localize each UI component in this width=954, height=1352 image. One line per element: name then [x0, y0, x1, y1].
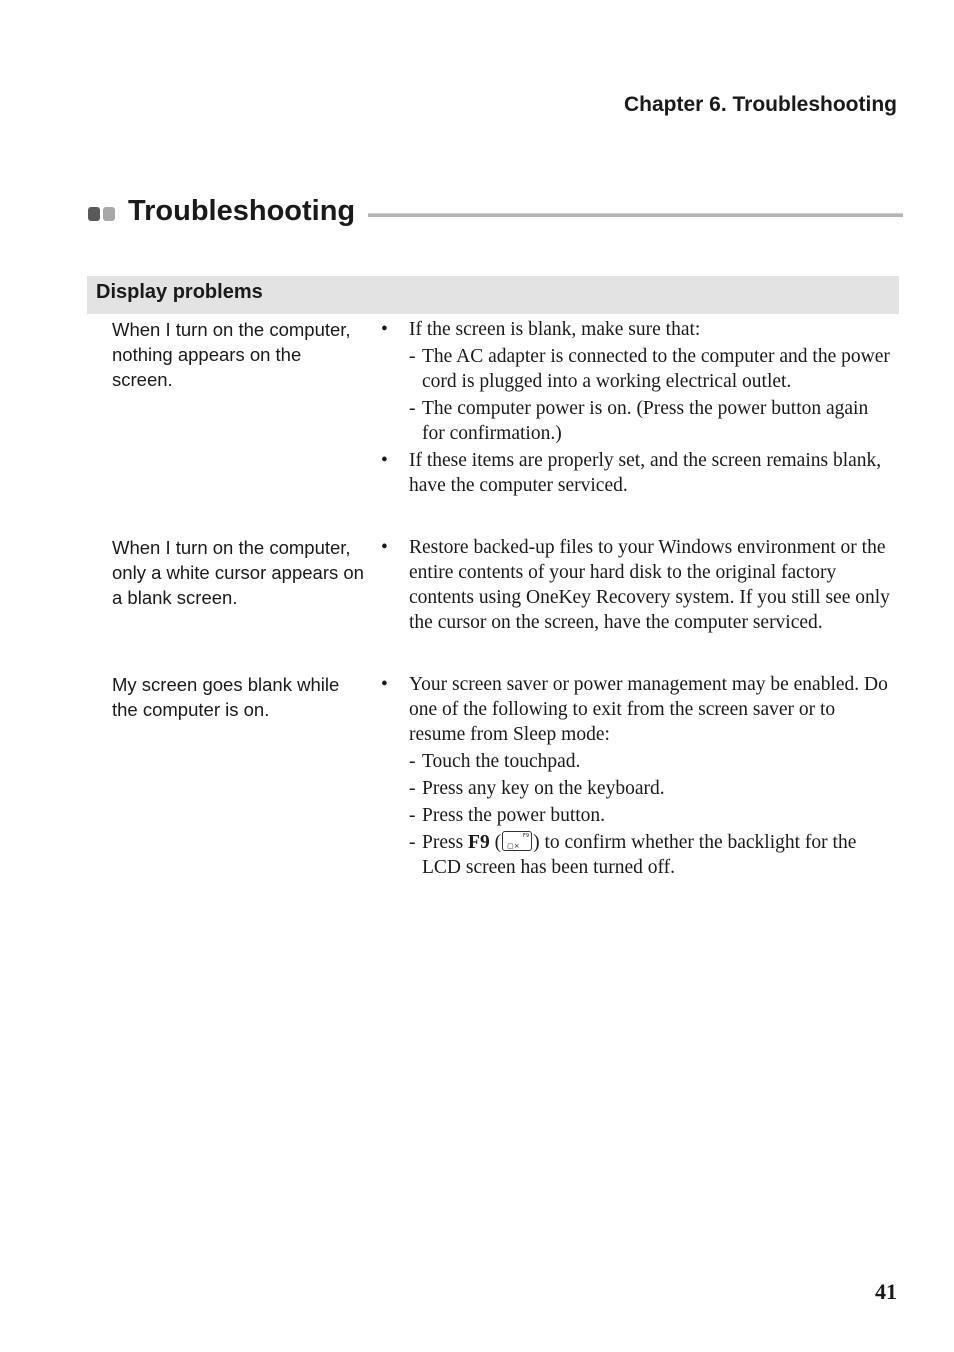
solution-text	[381, 317, 891, 498]
f9-backlight-key-icon: ▢× F9	[502, 831, 532, 851]
table-heading-label: Display problems	[96, 281, 263, 303]
problem-text: When I turn on the computer, only a white cursor appears on a blank screen.	[112, 537, 364, 608]
solution-subitem: - Touch the touchpad.	[409, 751, 581, 772]
section-title-row	[88, 195, 903, 235]
title-bullets-icon	[88, 207, 118, 226]
solution-bullet: • If these items are properly set, and the screen remains blank, have the computer serviced.	[381, 448, 891, 498]
title-divider	[368, 213, 903, 217]
section-title: Troubleshooting	[128, 195, 356, 227]
solution-subitem: - Press the power button.	[409, 805, 606, 826]
solution-subitem: - The computer power is on. (Press the power button again for confirmation.)	[409, 398, 869, 444]
solution-bullet: • Your screen saver or power management may be enabled. Do one of the following to exit from the screen saver or to resume from Sleep mode:	[381, 672, 891, 747]
table-heading	[87, 276, 899, 314]
solution-text	[381, 535, 891, 635]
solution-bullet: • Restore backed-up files to your Windows environment or the entire contents of your hard disk to the original factory contents using OneKey Recovery system. If you still see only the cursor on the screen, have the computer serviced.	[381, 535, 891, 635]
solution-text	[381, 672, 891, 880]
solution-bullet: • If the screen is blank, make sure that:	[381, 317, 891, 342]
solution-subitem: - Press any key on the keyboard.	[409, 778, 665, 799]
chapter-header: Chapter 6. Troubleshooting	[623, 93, 897, 116]
f9-key-label: F9	[468, 832, 490, 853]
problem-text: When I turn on the computer, nothing appears on the screen.	[112, 319, 351, 390]
problem-text: My screen goes blank while the computer is on.	[112, 674, 340, 720]
page-number: 41	[875, 1279, 897, 1304]
solution-subitem: - Press F9 ( ▢× F9 ) to confirm whether the backlight for the LCD screen has been turned off.	[409, 832, 857, 878]
solution-subitem: - The AC adapter is connected to the computer and the power cord is plugged into a working electrical outlet.	[409, 346, 890, 392]
